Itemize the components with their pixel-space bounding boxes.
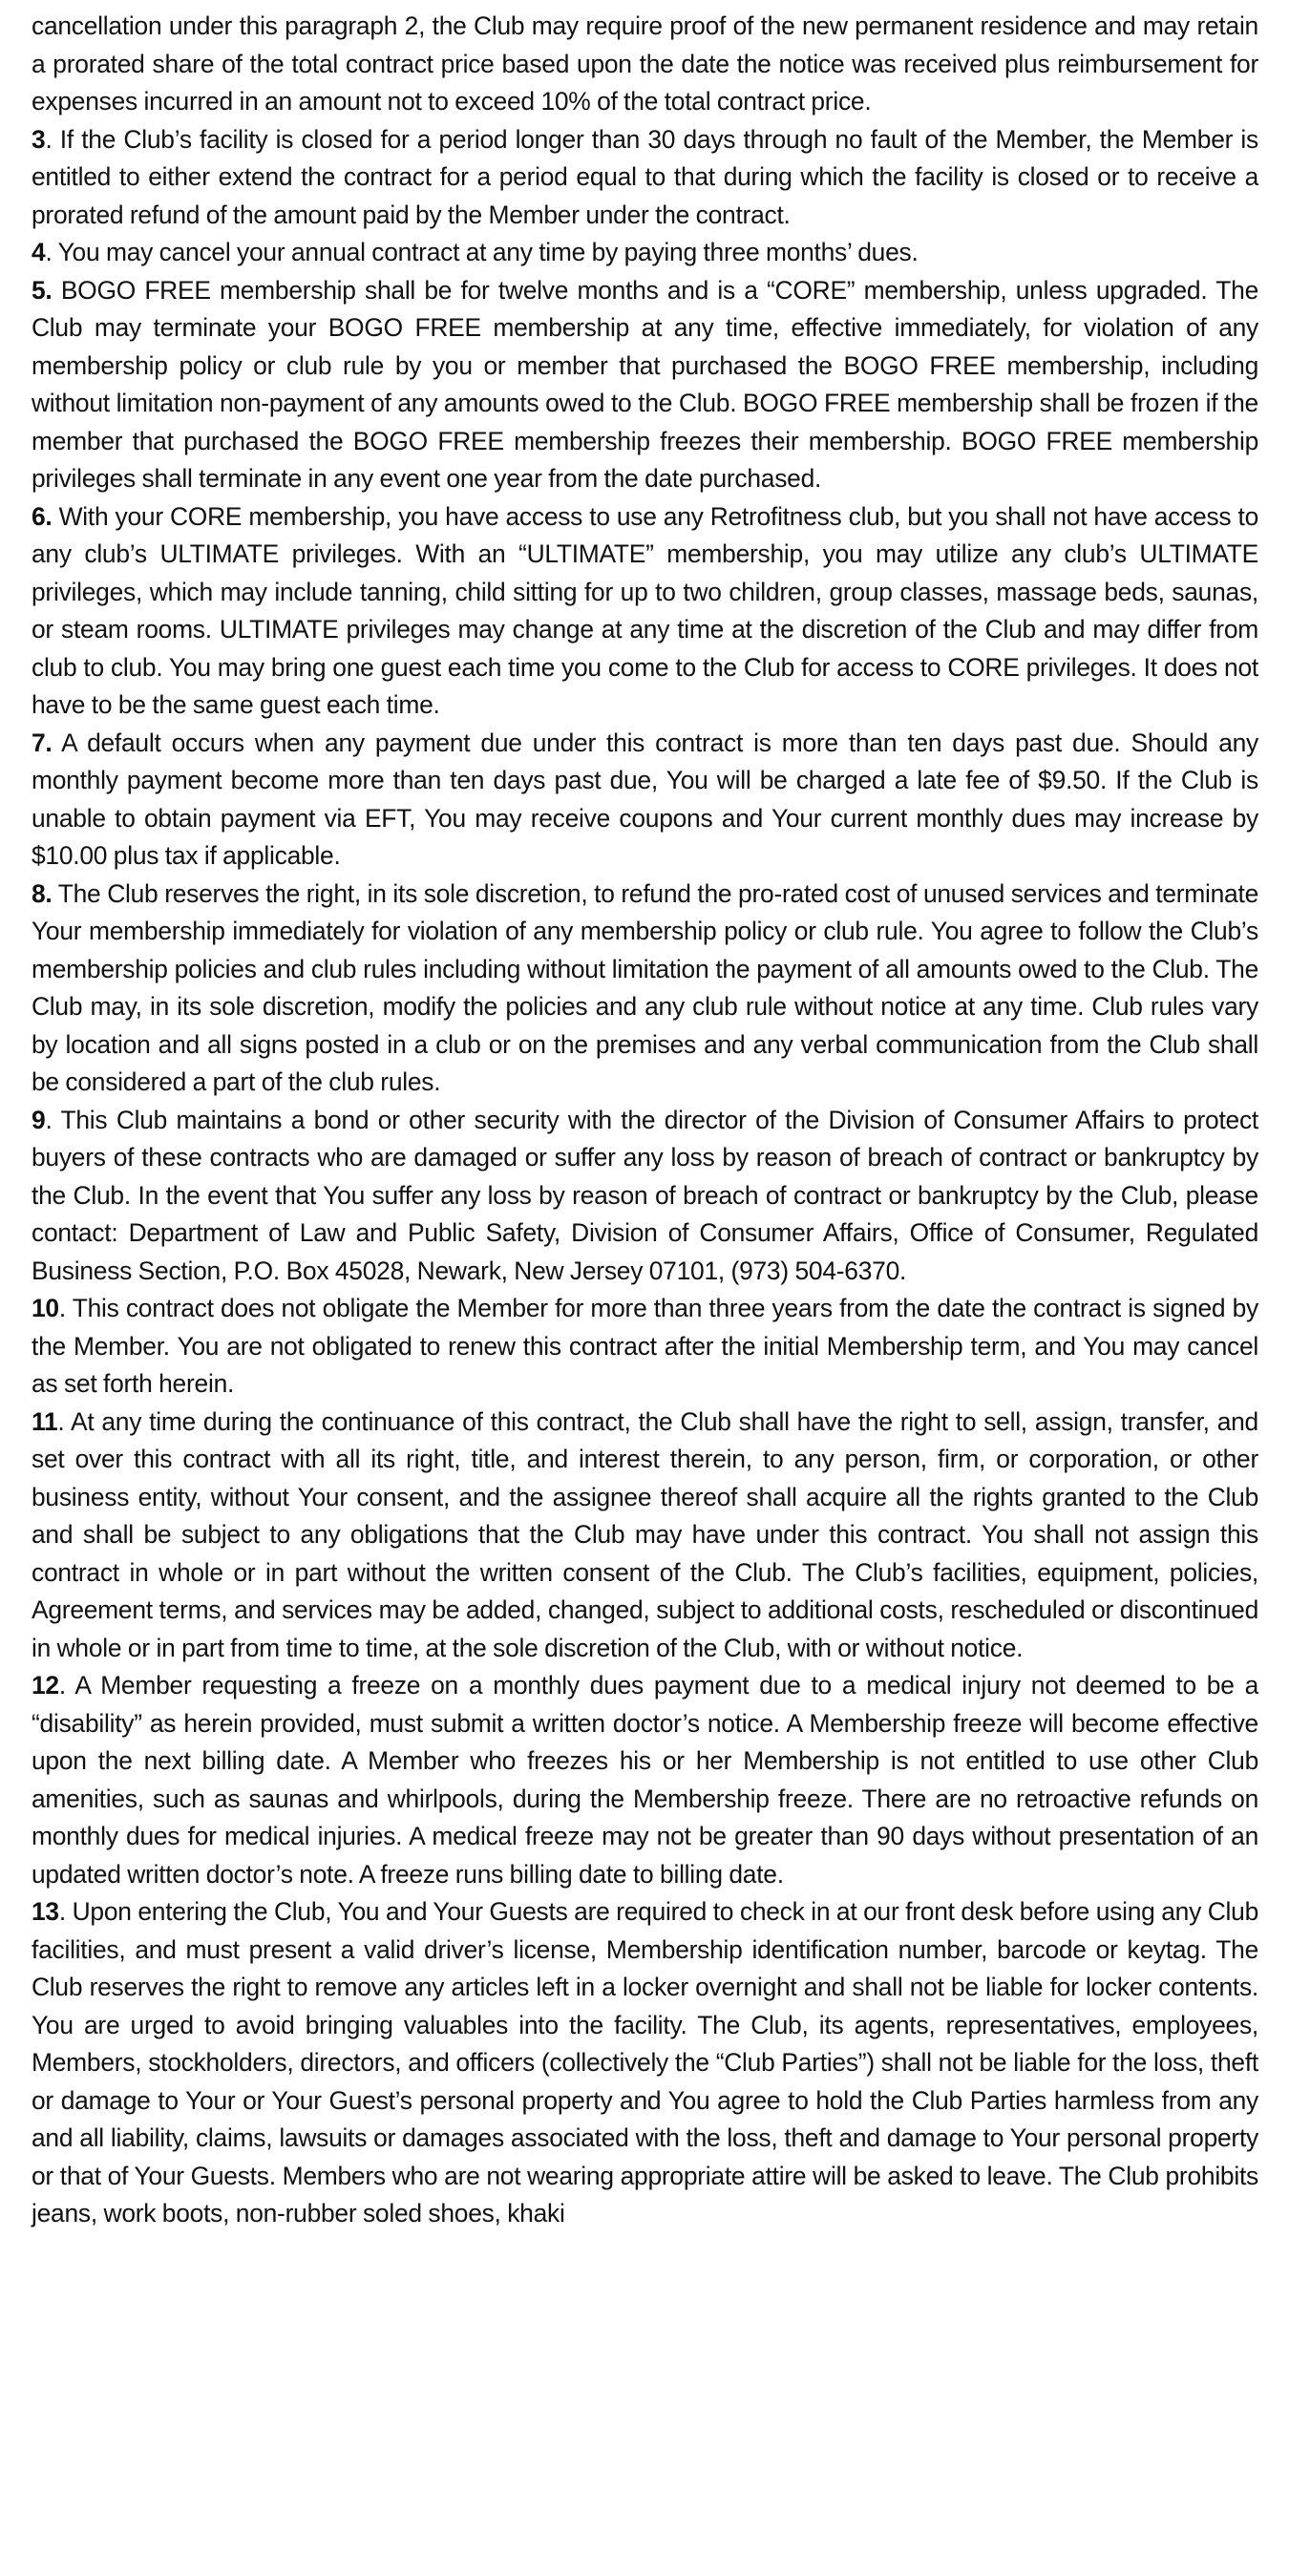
paragraph-6 [32,498,1258,725]
paragraph-text: A default occurs when any payment due under this contract is more than ten days past due. Should any monthly payment become more than ten days past due, You will be charged a late fee of $9.50. If the Club is unable to obtain payment via EFT, You may receive coupons and Your current monthly dues may increase by $10.00 plus tax if applicable. [32,728,1258,870]
paragraph-11 [32,1404,1258,1668]
paragraph-7 [32,725,1258,876]
paragraph-text: . Upon entering the Club, You and Your Guests are required to check in at our front desk before using any Club facilities, and must present a valid driver’s license, Membership identification number, barcode or keytag. The Club reserves the right to remove any articles left in a locker overnight and shall not be liable for locker contents. You are urged to avoid bringing valuables into the facility. The Club, its agents, representatives, employees, Members, stockholders, directors, and officers (collectively the “Club Parties”) shall not be liable for the loss, theft or damage to Your or Your Guest’s personal property and You agree to hold the Club Parties harmless from any and all liability, claims, lawsuits or damages associated with the loss, theft and damage to Your personal property or that of Your Guests. Members who are not wearing appropriate attire will be asked to leave. The Club prohibits jeans, work boots, non-rubber soled shoes, khaki [32,1897,1258,2228]
paragraph-4 [32,234,1258,272]
paragraph-8 [32,876,1258,1102]
paragraph-number: 10 [32,1294,59,1322]
paragraph-3 [32,121,1258,235]
paragraph-number: 9 [32,1105,46,1134]
paragraph-number: 5. [32,275,53,305]
paragraph-number: 7. [32,728,53,757]
paragraph-text: cancellation under this paragraph 2, the Club may require proof of the new permanent residence and may retain a prorated share of the total contract price based upon the date the notice was received plus reimbursement for expenses incurred in an amount not to exceed 10% of the total contract price. [32,11,1258,116]
paragraph-number: 6. [32,501,53,531]
paragraph-2-continuation [32,8,1258,121]
paragraph-text: With your CORE membership, you have access to use any Retrofitness club, but you shall not have access to any club’s ULTIMATE privileges. With an “ULTIMATE” membership, you may utilize any club’s ULTIMATE privileges, which may include tanning, child sitting for up to two children, group classes, massage beds, saunas, or steam rooms. ULTIMATE privileges may change at any time at the discretion of the Club and may differ from club to club. You may bring one guest each time you come to the Club for access to CORE privileges. It does not have to be the same guest each time. [32,501,1258,719]
paragraph-number: 8. [32,878,53,908]
paragraph-text: . At any time during the continuance of this contract, the Club shall have the right to sell, assign, transfer, and set over this contract with all its right, title, and interest therein, to any person, firm, or corporation, or other business entity, without Your consent, and the assignee thereof shall acquire all the rights granted to the Club and shall be subject to any obligations that the Club may have under this contract. You shall not assign this contract in whole or in part without the written consent of the Club. The Club’s facilities, equipment, policies, Agreement terms, and services may be added, changed, subject to additional costs, rescheduled or discontinued in whole or in part from time to time, at the sole discretion of the Club, with or without notice. [32,1406,1258,1662]
paragraph-number: 11 [32,1406,58,1436]
paragraph-text: BOGO FREE membership shall be for twelve months and is a “CORE” membership, unless upgraded. The Club may terminate your BOGO FREE membership at any time, effective immediately, for violation of any membership policy or club rule by you or member that purchased the BOGO FREE membership, including without limitation non-payment of any amounts owed to the Club. BOGO FREE membership shall be frozen if the member that purchased the BOGO FREE membership freezes their membership. BOGO FREE membership privileges shall terminate in any event one year from the date purchased. [32,275,1258,493]
paragraph-text: . If the Club’s facility is closed for a period longer than 30 days through no fault of the Member, the Member is entitled to either extend the contract for a period equal to that during which the facility is closed or to receive a prorated refund of the amount paid by the Member under the contract. [32,124,1258,229]
paragraph-text: . This Club maintains a bond or other security with the director of the Division of Consumer Affairs to protect buyers of these contracts who are damaged or suffer any loss by reason of breach of contract or bankruptcy by the Club. In the event that You suffer any loss by reason of breach of contract or bankruptcy by the Club, please contact: Department of Law and Public Safety, Division of Consumer Affairs, Office of Consumer, Regulated Business Section, P.O. Box 45028, Newark, New Jersey 07101, (973) 504-6370. [32,1105,1258,1285]
paragraph-number: 4 [32,238,46,266]
paragraph-5 [32,272,1258,498]
paragraph-text: . A Member requesting a freeze on a monthly dues payment due to a medical injury not deemed to be a “disability” as herein provided, must submit a written doctor’s notice. A Membership freeze will become effective upon the next billing date. A Member who freezes his or her Membership is not entitled to use other Club amenities, such as saunas and whirlpools, during the Membership freeze. There are no retroactive refunds on monthly dues for medical injuries. A medical freeze may not be greater than 90 days without presentation of an updated written doctor’s note. A freeze runs billing date to billing date. [32,1671,1258,1889]
paragraph-10 [32,1290,1258,1404]
paragraph-text: The Club reserves the right, in its sole discretion, to refund the pro-rated cost of unused services and terminate Your membership immediately for violation of any membership policy or club rule. You agree to follow the Club’s membership policies and club rules including without limitation the payment of all amounts owed to the Club. The Club may, in its sole discretion, modify the policies and any club rule without notice at any time. Club rules vary by location and all signs posted in a club or on the premises and any verbal communication from the Club shall be considered a part of the club rules. [32,878,1258,1096]
paragraph-number: 13 [32,1897,59,1926]
paragraph-number: 12 [32,1671,59,1700]
paragraph-text: . This contract does not obligate the Member for more than three years from the date the contract is signed by the Member. You are not obligated to renew this contract after the initial Membership term, and You may cancel as set forth herein. [32,1294,1258,1398]
paragraph-13 [32,1893,1258,2233]
paragraph-12 [32,1667,1258,1893]
paragraph-text: . You may cancel your annual contract at any time by paying three months’ dues. [45,238,919,266]
paragraph-9 [32,1102,1258,1291]
paragraph-number: 3 [32,124,46,154]
